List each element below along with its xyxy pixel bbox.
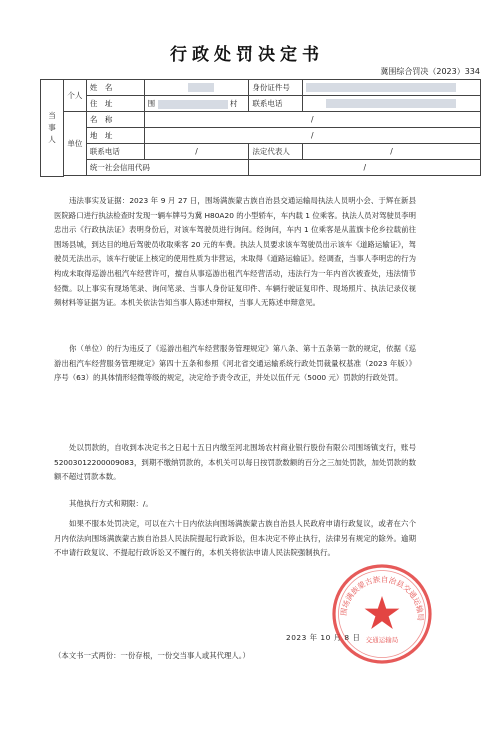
- unit-name-label: 名 称: [86, 112, 144, 128]
- person-label: 个人: [63, 80, 86, 112]
- phone-value: [303, 96, 481, 112]
- name-label: 姓 名: [86, 80, 144, 96]
- issue-date: 2023 年 10 月 8 日: [286, 633, 361, 642]
- address-prefix: 围: [147, 99, 156, 108]
- seal-ring-text: 围场满族蒙古族自治县交通运输局: [338, 574, 426, 622]
- legal-rep-value: /: [303, 144, 481, 160]
- doc-number: 冀围综合罚决（2023）334: [380, 67, 480, 76]
- party-table: [40, 79, 481, 177]
- credit-code-value: /: [249, 160, 481, 176]
- id-label: 身份证件号: [249, 80, 303, 96]
- party-label: 当事人: [41, 80, 64, 177]
- other-execution-line: 其他执行方式和期限：/。: [69, 499, 153, 508]
- appeal-paragraph: 如果不服本处罚决定，可以在六十日内依法向围场满族蒙古族自治县人民政府申请行政复议，或者在六个月内依法向围场满族蒙古族自治县人民法院提起行政诉讼，但本决定不停止执行，法律另有规定的除外。逾期不申请行政复议、不提起行政诉讼又不履行的，本机关将依法申请人民法院强制执行。: [54, 519, 416, 558]
- redacted-block: [306, 83, 456, 92]
- redacted-block: [158, 100, 228, 109]
- doc-title: 行政处罚决定书: [170, 45, 324, 65]
- unit-phone-value: /: [144, 144, 249, 160]
- violation-paragraph: 你（单位）的行为违反了《巡游出租汽车经营服务管理规定》第八条、第十五条第一款的规定，依据《巡游出租汽车经营服务管理规定》第四十五条和参照《河北省交通运输系统行政处罚裁量权基准（2023 年版）》序号（63）的具体情形轻微等级的规定，决定给予责令改正，并处以伍仟元（5000 元）罚款的行政处罚。: [54, 344, 416, 383]
- address-suffix: 村: [229, 99, 238, 108]
- name-value: [144, 80, 249, 96]
- legal-rep-label: 法定代表人: [249, 144, 303, 160]
- official-seal-icon: [330, 562, 434, 666]
- unit-address-label: 地 址: [86, 128, 144, 144]
- redacted-block: [326, 99, 456, 108]
- phone-label: 联系电话: [249, 96, 303, 112]
- seal-inner-text: 交通运输局: [365, 636, 399, 644]
- unit-name-value: /: [144, 112, 480, 128]
- footer-note: （本文书一式两份：一份存根，一份交当事人或其代理人。）: [54, 651, 250, 660]
- id-value: [303, 80, 481, 96]
- unit-label: 单位: [63, 112, 86, 176]
- seal-star: [365, 596, 400, 629]
- credit-code-label: 统一社会信用代码: [86, 160, 249, 176]
- address-label: 住 址: [86, 96, 144, 112]
- redacted-block: [188, 83, 214, 92]
- facts-paragraph: 违法事实及证据：2023 年 9 月 27 日，围场满族蒙古族自治县交通运输局执法人员明小会、于辉在新县医院路口进行执法检查时发现一辆车牌号为冀 H80A20 的小型轿车，车内载 1 位乘客。执法人员对驾驶员李明忠出示《行政执法证》表明身份后，对该车驾驶员进行询问。经询问，车内 1 位乘客是从蓝旗卡伦乡拉载前往围场县城，到达目的地后驾驶员收取乘客 20 元的车费。执法人员要求该车驾驶员出示该车《道路运输证》，驾驶员无法出示，该车行驶证上核定的使用性质为非营运，未取得《道路运输证》。经调查，当事人李明忠的行为构成未取得巡游出租汽车经营许可，擅自从事巡游出租汽车经营活动，违法行为一年内首次被查处，违法情节轻微。以上事实有现场笔录、询问笔录、当事人身份证复印件、车辆行驶证复印件、现场照片、执法记录仪视频材料等证据为证。本机关依法告知当事人陈述申辩权，当事人无陈述申辩意见。: [54, 196, 416, 308]
- unit-address-value: /: [144, 128, 480, 144]
- unit-phone-label: 联系电话: [86, 144, 144, 160]
- address-value: [144, 96, 249, 112]
- payment-paragraph: 处以罚款的，自收到本决定书之日起十五日内缴至河北围场农村商业银行股份有限公司围场镇支行，账号 52003012200009083，到期不缴纳罚款的，本机关可以每日按罚款数额的百分之三加处罚款，加处罚款的数额不超过罚款本数。: [54, 443, 416, 482]
